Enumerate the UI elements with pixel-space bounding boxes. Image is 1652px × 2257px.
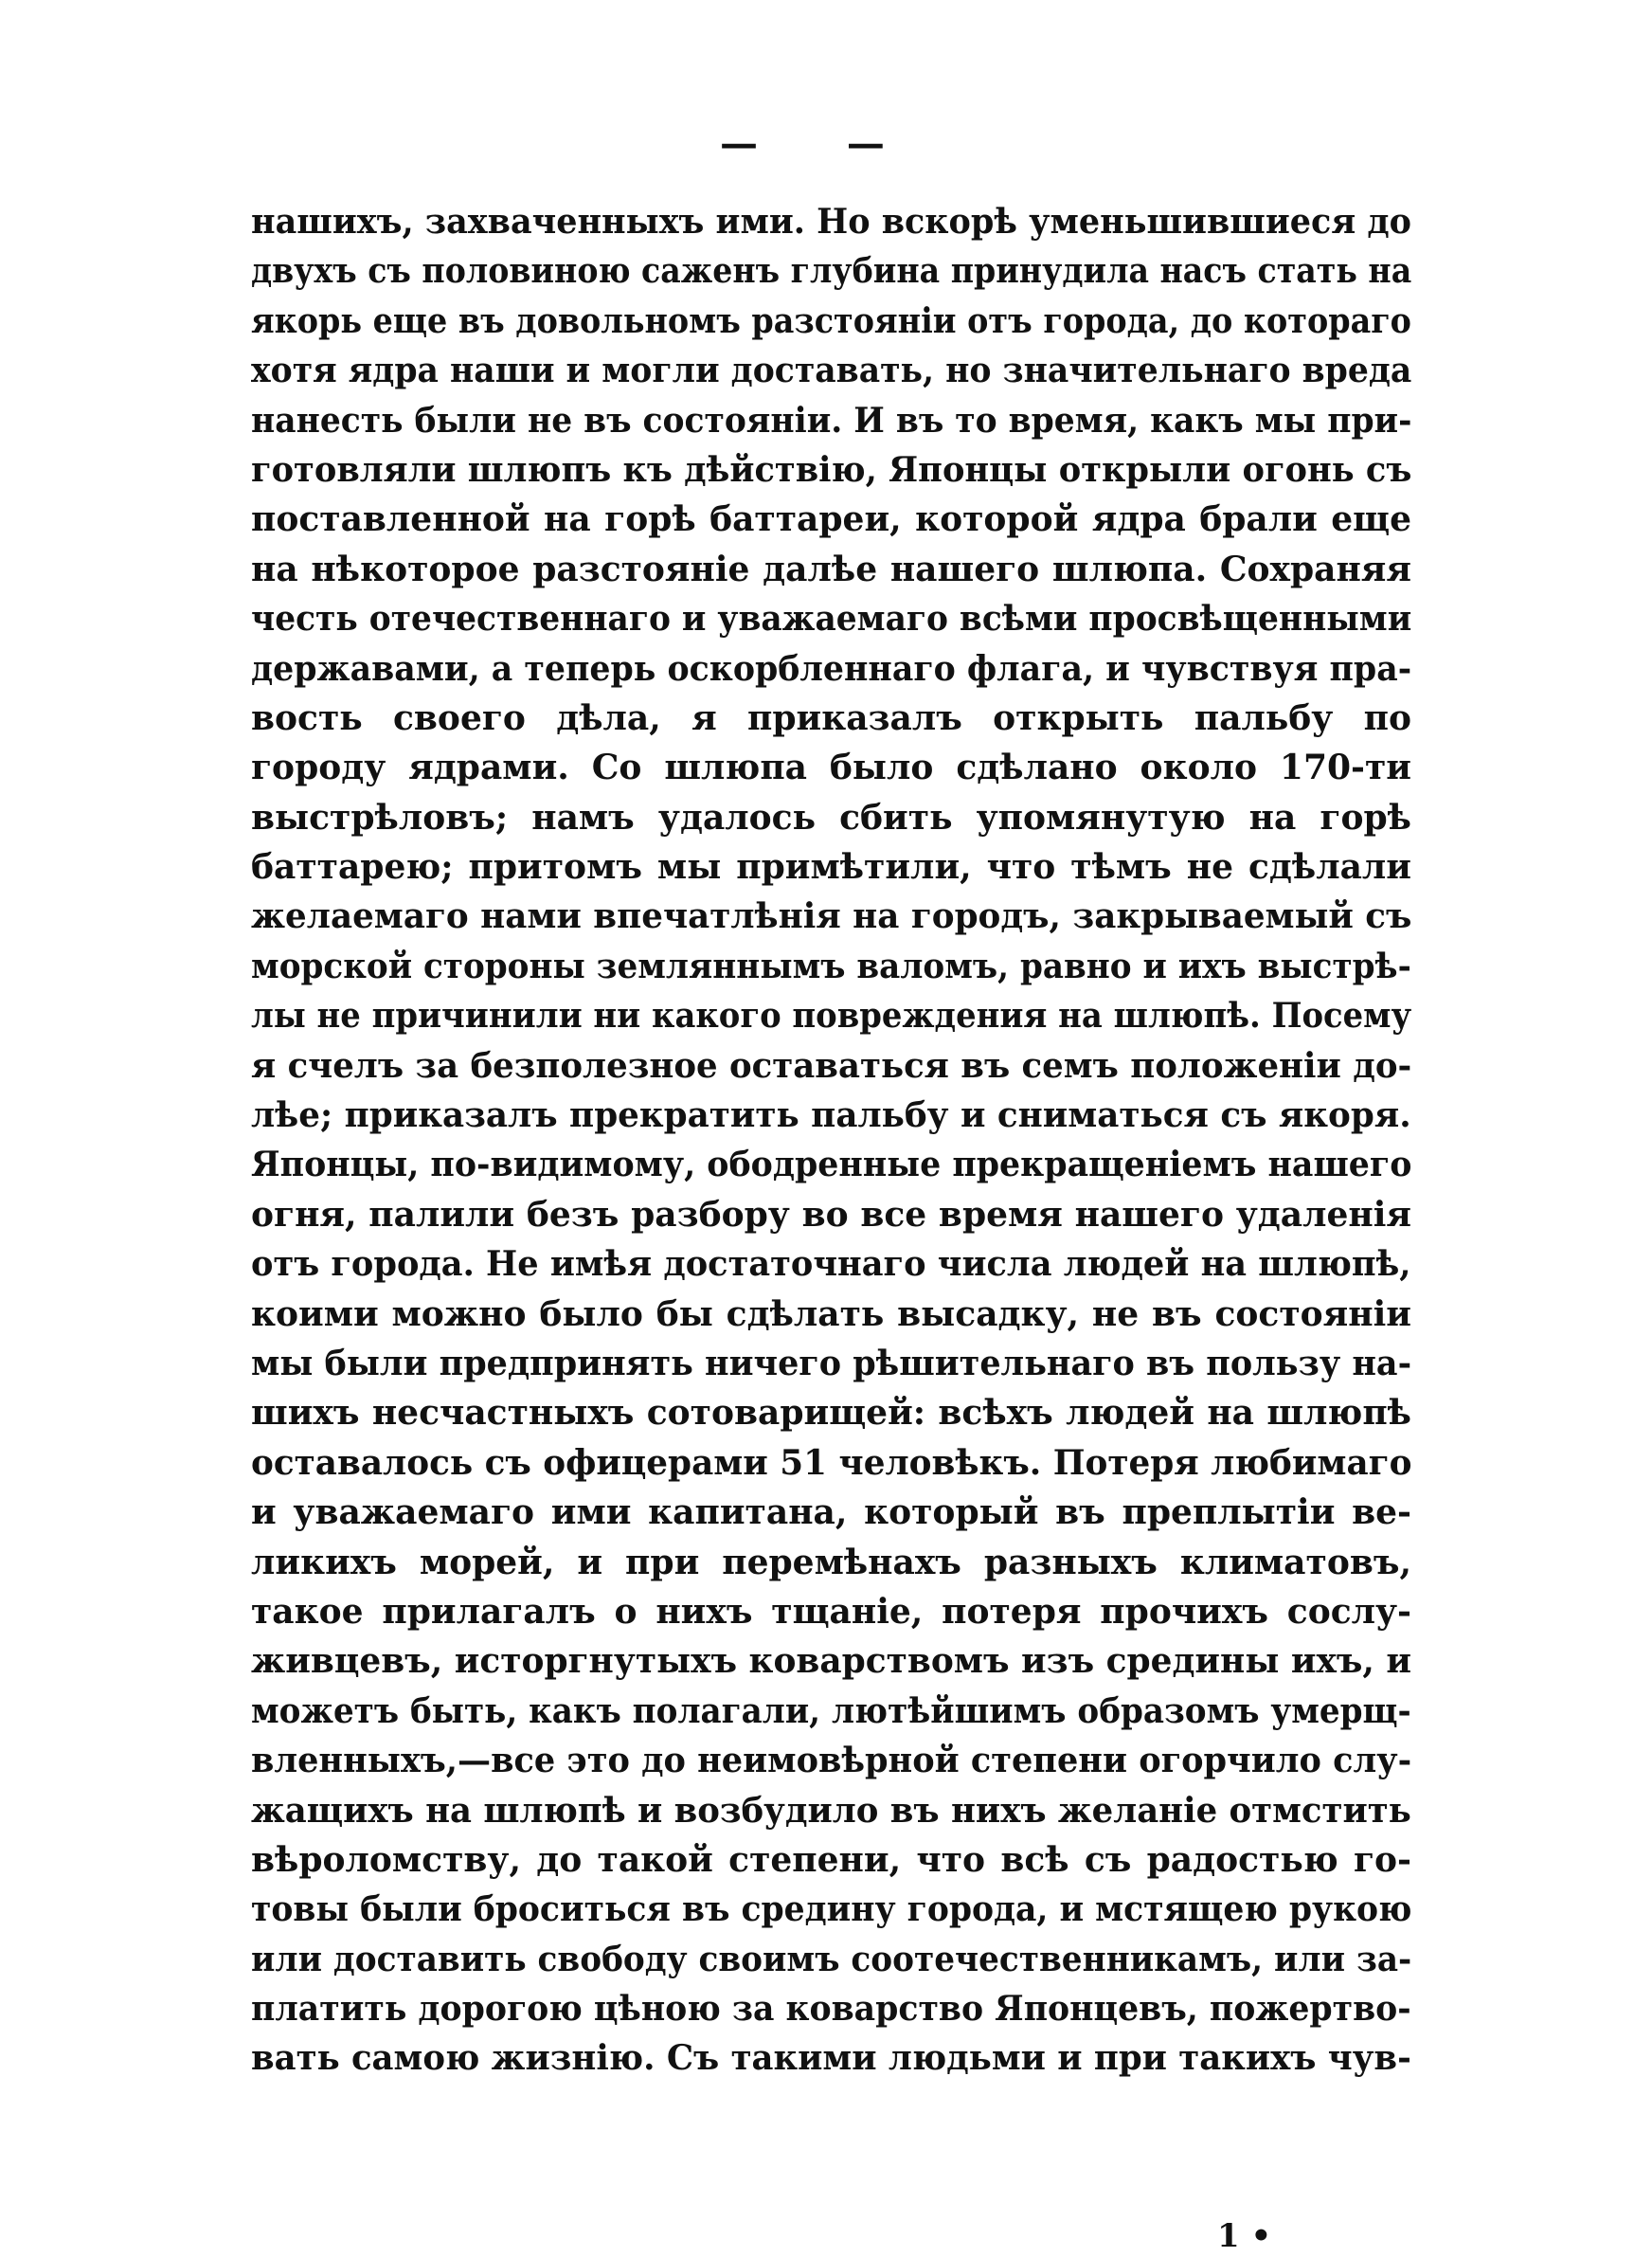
text-line: морской стороны земляннымъ валомъ, равно и ихъ выстрѣ-	[251, 946, 1411, 986]
text-line: желаемаго нами впечатлѣнія на городъ, закрываемый съ	[251, 896, 1411, 937]
text-line: оставалось съ офицерами 51 человѣкъ. Потеря любимаго	[251, 1442, 1411, 1483]
text-line: нашихъ, захваченныхъ ими. Но вскорѣ уменьшившиеся до	[251, 202, 1411, 242]
text-line: выстрѣловъ; намъ удалось сбить упомянутую на горѣ	[251, 797, 1411, 838]
text-line: якорь еще въ довольномъ разстояніи отъ города, до котораго	[251, 300, 1411, 341]
text-line: или доставить свободу своимъ соотечественникамъ, или за-	[251, 1939, 1411, 1979]
text-line: отъ города. Не имѣя достаточнаго числа людей на шлюпѣ,	[251, 1244, 1411, 1285]
body-text	[251, 197, 1411, 2084]
text-line: вость своего дѣла, я приказалъ открыть пальбу по	[251, 697, 1411, 738]
text-line: вленныхъ,—все это до неимовѣрной степени огорчило слу-	[251, 1741, 1411, 1781]
text-line: двухъ съ половиною саженъ глубина принудила насъ стать на	[251, 251, 1411, 292]
text-line: поставленной на горѣ баттареи, которой ядра брали еще	[251, 499, 1411, 540]
text-line: живцевъ, исторгнутыхъ коварствомъ изъ средины ихъ, и	[251, 1641, 1411, 1682]
page-header: — —	[720, 121, 923, 166]
text-line: хотя ядра наши и могли доставать, но значительнаго вреда	[251, 351, 1411, 391]
text-line: мы были предпринять ничего рѣшительнаго въ пользу на-	[251, 1343, 1411, 1383]
text-line: огня, палили безъ разбору во все время нашего удаленія	[251, 1194, 1411, 1235]
text-line: готовляли шлюпъ къ дѣйствію, Японцы открыли огонь съ	[251, 449, 1411, 490]
text-line: и уважаемаго ими капитана, который въ преплытіи ве-	[251, 1492, 1411, 1533]
text-line: лы не причинили ни какого повреждения на шлюпѣ. Посему	[251, 996, 1411, 1037]
text-line: нанесть были не въ состояніи. И въ то время, какъ мы при-	[251, 400, 1411, 441]
text-line: вать самою жизнію. Съ такими людьми и при такихъ чув-	[251, 2038, 1411, 2079]
text-line: я счелъ за безполезное оставаться въ семъ положеніи до-	[251, 1045, 1411, 1086]
text-line: ликихъ морей, и при перемѣнахъ разныхъ климатовъ,	[251, 1542, 1411, 1582]
text-line: шихъ несчастныхъ сотоварищей: всѣхъ людей на шлюпѣ	[251, 1393, 1411, 1434]
text-line: честь отечественнаго и уважаемаго всѣми просвѣщенными	[251, 599, 1411, 640]
text-line: Японцы, по-видимому, ободренные прекращеніемъ нашего	[251, 1145, 1411, 1185]
text-line: державами, а теперь оскорбленнаго флага, и чувствуя пра-	[251, 648, 1411, 689]
text-line: лѣе; приказалъ прекратить пальбу и сниматься съ якоря.	[251, 1095, 1411, 1136]
text-line: товы были броситься въ средину города, и мстящею рукою	[251, 1889, 1411, 1930]
text-line: городу ядрами. Со шлюпа было сдѣлано около 170-ти	[251, 748, 1411, 788]
signature-mark: 1 •	[1217, 2217, 1272, 2255]
text-line: можетъ быть, какъ полагали, лютѣйшимъ образомъ умерщ-	[251, 1690, 1411, 1731]
text-line: баттарею; притомъ мы примѣтили, что тѣмъ не сдѣлали	[251, 847, 1411, 888]
text-line: на нѣкоторое разстояніе далѣе нашего шлюпа. Сохраняя	[251, 549, 1411, 589]
text-line: платить дорогою цѣною за коварство Японцевъ, пожертво-	[251, 1989, 1411, 2030]
text-line: вѣроломству, до такой степени, что всѣ съ радостью го-	[251, 1839, 1411, 1880]
text-line: коими можно было бы сдѣлать высадку, не въ состояніи	[251, 1293, 1411, 1334]
text-line: такое прилагалъ о нихъ тщаніе, потеря прочихъ сослу-	[251, 1591, 1411, 1632]
text-line: жащихъ на шлюпѣ и возбудило въ нихъ желаніе отмстить	[251, 1790, 1411, 1831]
